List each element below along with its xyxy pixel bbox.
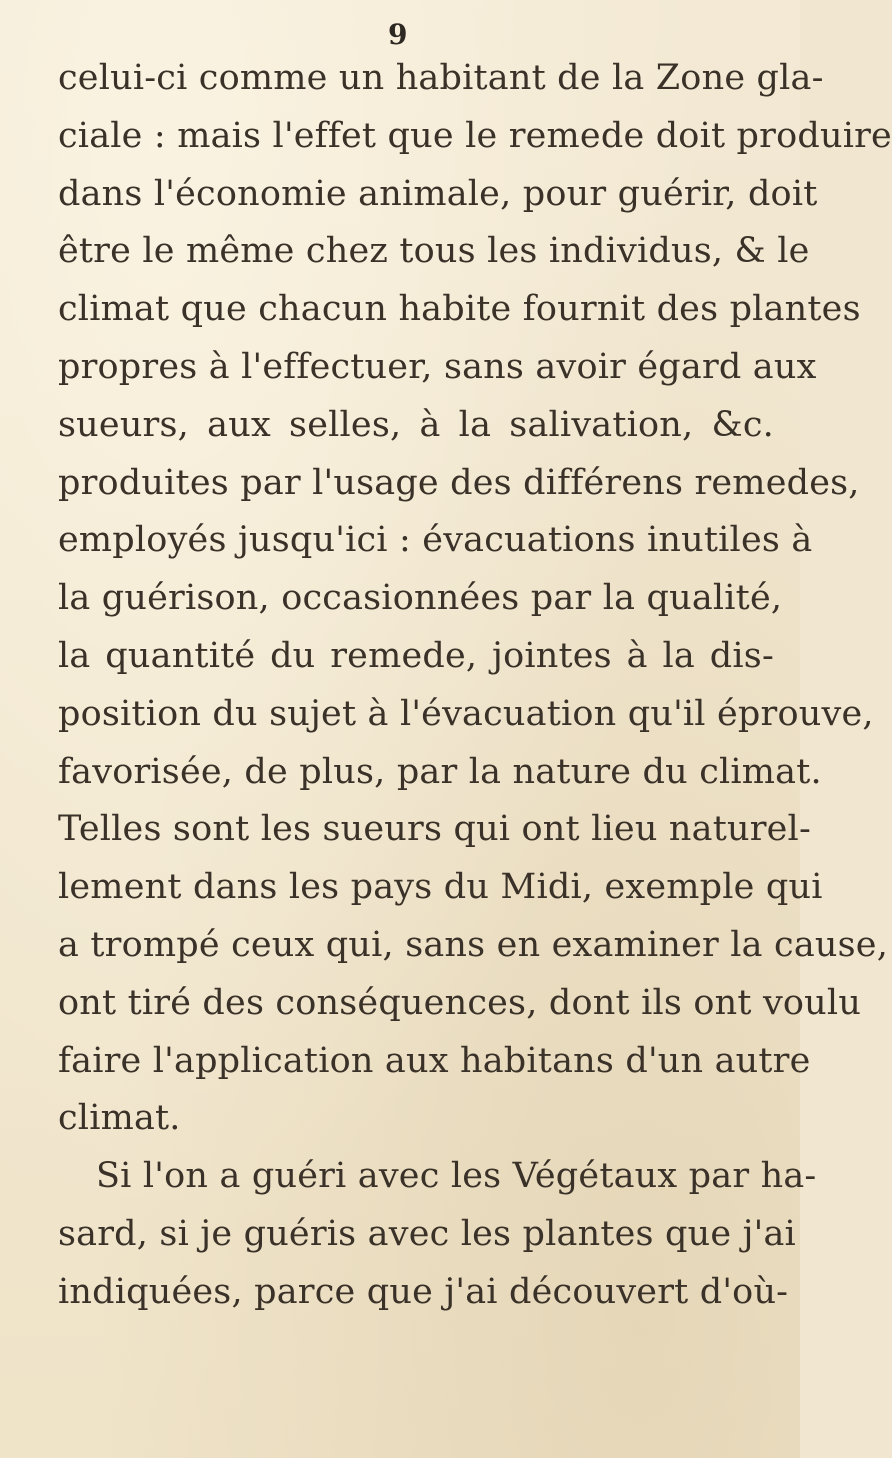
- text-line: sueurs, aux selles, à la salivation, &c.: [58, 404, 774, 445]
- text-line: dans l'économie animale, pour guérir, doit: [58, 173, 818, 214]
- page-number: 9: [388, 18, 408, 51]
- text-line: employés jusqu'ici : évacuations inutiles à: [58, 520, 813, 561]
- body-text: [58, 50, 892, 1322]
- text-line: sard, si je guéris avec les plantes que j'ai: [58, 1213, 796, 1254]
- text-line: la guérison, occasionnées par la qualité,: [58, 578, 783, 619]
- text-line: faire l'application aux habitans d'un autre: [58, 1040, 811, 1081]
- text-line: être le même chez tous les individus, & le: [58, 231, 810, 272]
- text-line: ont tiré des conséquences, dont ils ont voulu: [58, 982, 862, 1023]
- text-line: favorisée, de plus, par la nature du climat.: [58, 751, 822, 792]
- paragraph-end-line: climat.: [58, 1098, 181, 1139]
- text-line: Telles sont les sueurs qui ont lieu naturel-: [58, 809, 811, 850]
- paragraph-start-line: Si l'on a guéri avec les Végétaux par ha-: [96, 1156, 817, 1197]
- text-line: celui-ci comme un habitant de la Zone gla-: [58, 58, 824, 98]
- text-line: la quantité du remede, jointes à la dis-: [58, 635, 774, 676]
- text-line: propres à l'effectuer, sans avoir égard aux: [58, 346, 817, 387]
- text-line: produites par l'usage des différens remedes,: [58, 462, 860, 503]
- text-line: position du sujet à l'évacuation qu'il éprouve,: [58, 693, 874, 734]
- text-line: lement dans les pays du Midi, exemple qui: [58, 867, 823, 908]
- text-line: ciale : mais l'effet que le remede doit produire: [58, 115, 892, 156]
- text-line: indiquées, parce que j'ai découvert d'où-: [58, 1271, 789, 1312]
- text-line: a trompé ceux qui, sans en examiner la cause,: [58, 924, 889, 965]
- text-line: climat que chacun habite fournit des plantes: [58, 289, 861, 330]
